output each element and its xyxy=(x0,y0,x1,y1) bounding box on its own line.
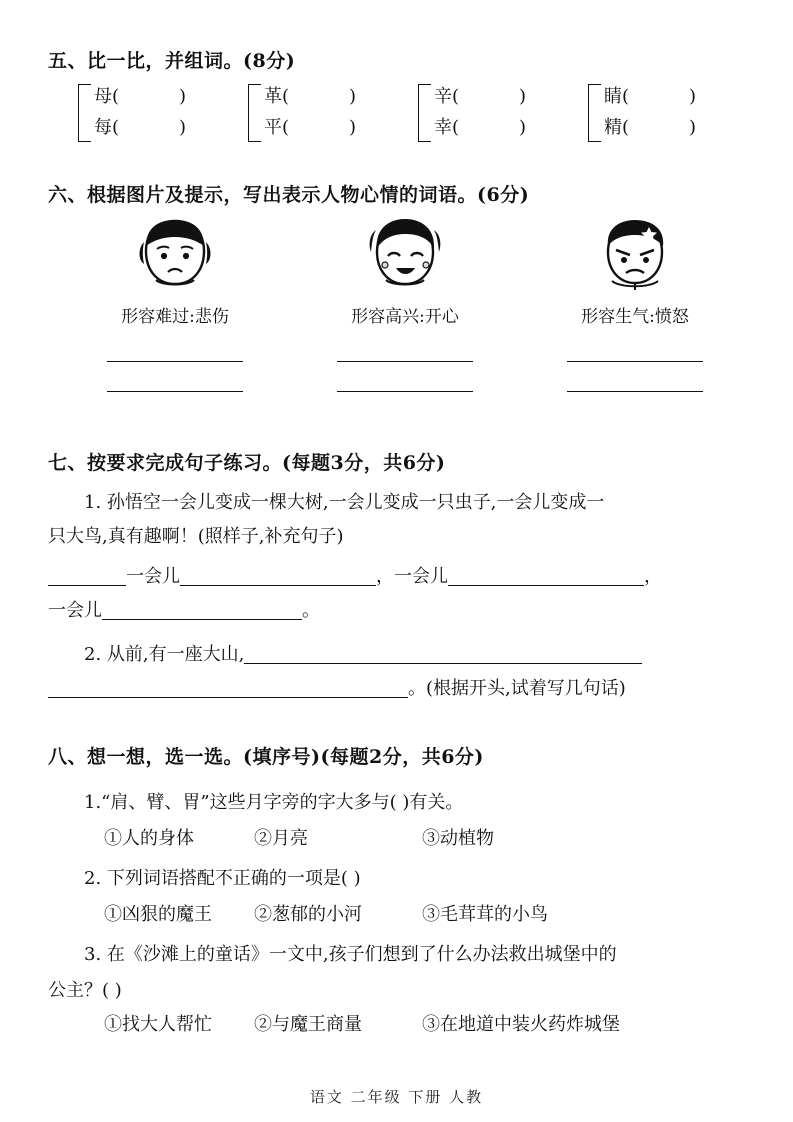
pair-group xyxy=(418,82,588,144)
section-six-title-wrap xyxy=(48,180,529,207)
answer-blank[interactable] xyxy=(567,360,703,362)
pair-close: ) xyxy=(179,86,187,107)
mood-face-caption: 形容高兴:开心 xyxy=(351,307,459,327)
pair-char: 每( xyxy=(94,117,120,138)
section-five-title-wrap xyxy=(48,46,295,73)
brace-bracket-icon xyxy=(418,84,431,142)
option-item[interactable]: ③动植物 xyxy=(422,828,494,849)
option-item[interactable]: ②月亮 xyxy=(254,828,308,849)
section-five-pairs xyxy=(78,82,758,144)
pairs-row xyxy=(78,82,758,144)
answer-blank[interactable] xyxy=(48,675,408,698)
answer-blank[interactable] xyxy=(180,563,376,586)
option-item[interactable]: ②葱郁的小河 xyxy=(254,904,362,925)
q1-line1: 1. 孙悟空一会儿变成一棵大树,一会儿变成一只虫子,一会儿变成一 xyxy=(84,492,605,513)
pair-close: ) xyxy=(519,117,527,138)
section-seven-title: 七、按要求完成句子练习。(每题3分，共6分) xyxy=(48,452,446,474)
question-1-options xyxy=(104,822,758,856)
question-1-text: 1.“肩、臂、胃”这些月字旁的字大多与( )有关。 xyxy=(84,792,464,813)
answer-line-row xyxy=(60,390,750,392)
answer-blank[interactable] xyxy=(244,641,642,664)
happy-girl-face-icon xyxy=(356,218,454,290)
q1-answer-end: 。 xyxy=(302,600,320,621)
pair-group xyxy=(248,82,418,144)
mood-face-cell xyxy=(75,218,275,327)
option-item[interactable]: ③在地道中装火药炸城堡 xyxy=(422,1014,620,1035)
brace-bracket-icon xyxy=(248,84,261,142)
section-eight-title-wrap xyxy=(48,742,484,769)
pair-char: 幸( xyxy=(434,117,460,138)
brace-bracket-icon xyxy=(588,84,601,142)
q1-answer-mid: ，一会儿 xyxy=(376,566,448,587)
pair-char: 辛( xyxy=(434,86,460,107)
pair-char: 平( xyxy=(264,117,290,138)
pair-char: 革( xyxy=(264,86,290,107)
pair-close: ) xyxy=(519,86,527,107)
answer-blank[interactable] xyxy=(448,563,644,586)
answer-blank[interactable] xyxy=(107,390,243,392)
pair-top xyxy=(604,82,696,108)
section-eight-body xyxy=(48,786,758,1048)
mood-face-caption: 形容生气:愤怒 xyxy=(581,307,689,327)
pair-char: 精( xyxy=(604,117,630,138)
q2-line2-end: 。(根据开头,试着写几句话) xyxy=(408,678,626,699)
pair-top xyxy=(94,82,186,108)
section-seven-title-wrap xyxy=(48,448,445,475)
question-3-text: 3. 在《沙滩上的童话》一文中,孩子们想到了什么办法救出城堡中的 xyxy=(84,944,617,965)
q1-answer-pre: 一会儿 xyxy=(126,566,180,587)
pair-close: ) xyxy=(349,86,357,107)
section-five-title: 五、比一比，并组词。(8分) xyxy=(48,50,296,72)
question-3-text-cont: 公主？( ) xyxy=(48,980,122,1001)
option-item[interactable]: ①凶狠的魔王 xyxy=(104,904,212,925)
brace-bracket-icon xyxy=(78,84,91,142)
answer-blank[interactable] xyxy=(337,360,473,362)
mood-face-caption: 形容难过:悲伤 xyxy=(121,307,229,327)
pair-close: ) xyxy=(689,117,697,138)
question-2-options xyxy=(104,898,758,932)
section-eight-title: 八、想一想，选一选。(填序号)(每题2分，共6分) xyxy=(48,746,484,768)
section-six-answer-lines xyxy=(60,360,750,420)
pair-char: 母( xyxy=(94,86,120,107)
pair-close: ) xyxy=(689,86,697,107)
angry-boy-face-icon xyxy=(586,218,684,290)
q2-line1: 2. 从前,有一座大山, xyxy=(84,644,245,665)
mood-face-cell xyxy=(305,218,505,327)
pair-char: 睛( xyxy=(604,86,630,107)
mood-face-row xyxy=(60,218,750,327)
option-item[interactable]: ②与魔王商量 xyxy=(254,1014,362,1035)
answer-line-row xyxy=(60,360,750,362)
pair-bottom xyxy=(434,113,526,139)
pair-top xyxy=(264,82,356,108)
sad-girl-face-icon xyxy=(126,218,224,290)
option-item[interactable]: ①找大人帮忙 xyxy=(104,1014,212,1035)
page-footer: 语文 二年级 下册 人教 xyxy=(309,1088,484,1106)
pair-bottom xyxy=(264,113,356,139)
pair-top xyxy=(434,82,526,108)
answer-blank[interactable] xyxy=(107,360,243,362)
pair-close: ) xyxy=(349,117,357,138)
pair-group xyxy=(588,82,758,144)
option-item[interactable]: ①人的身体 xyxy=(104,828,194,849)
section-seven-body xyxy=(48,486,748,706)
answer-blank[interactable] xyxy=(567,390,703,392)
question-3-options xyxy=(104,1008,758,1042)
mood-face-cell xyxy=(535,218,735,327)
q1-answer-last: 一会儿 xyxy=(48,600,102,621)
answer-blank[interactable] xyxy=(48,563,126,586)
option-item[interactable]: ③毛茸茸的小鸟 xyxy=(422,904,548,925)
pair-group xyxy=(78,82,248,144)
question-2-text: 2. 下列词语搭配不正确的一项是( ) xyxy=(84,868,361,889)
answer-blank[interactable] xyxy=(337,390,473,392)
pair-bottom xyxy=(604,113,696,139)
q1-answer-tail: ， xyxy=(644,566,662,587)
q1-line2: 只大鸟,真有趣啊！(照样子,补充句子) xyxy=(48,526,344,547)
answer-blank[interactable] xyxy=(102,597,302,620)
pair-close: ) xyxy=(179,117,187,138)
pair-bottom xyxy=(94,113,186,139)
section-six-title: 六、根据图片及提示，写出表示人物心情的词语。(6分) xyxy=(48,184,530,206)
